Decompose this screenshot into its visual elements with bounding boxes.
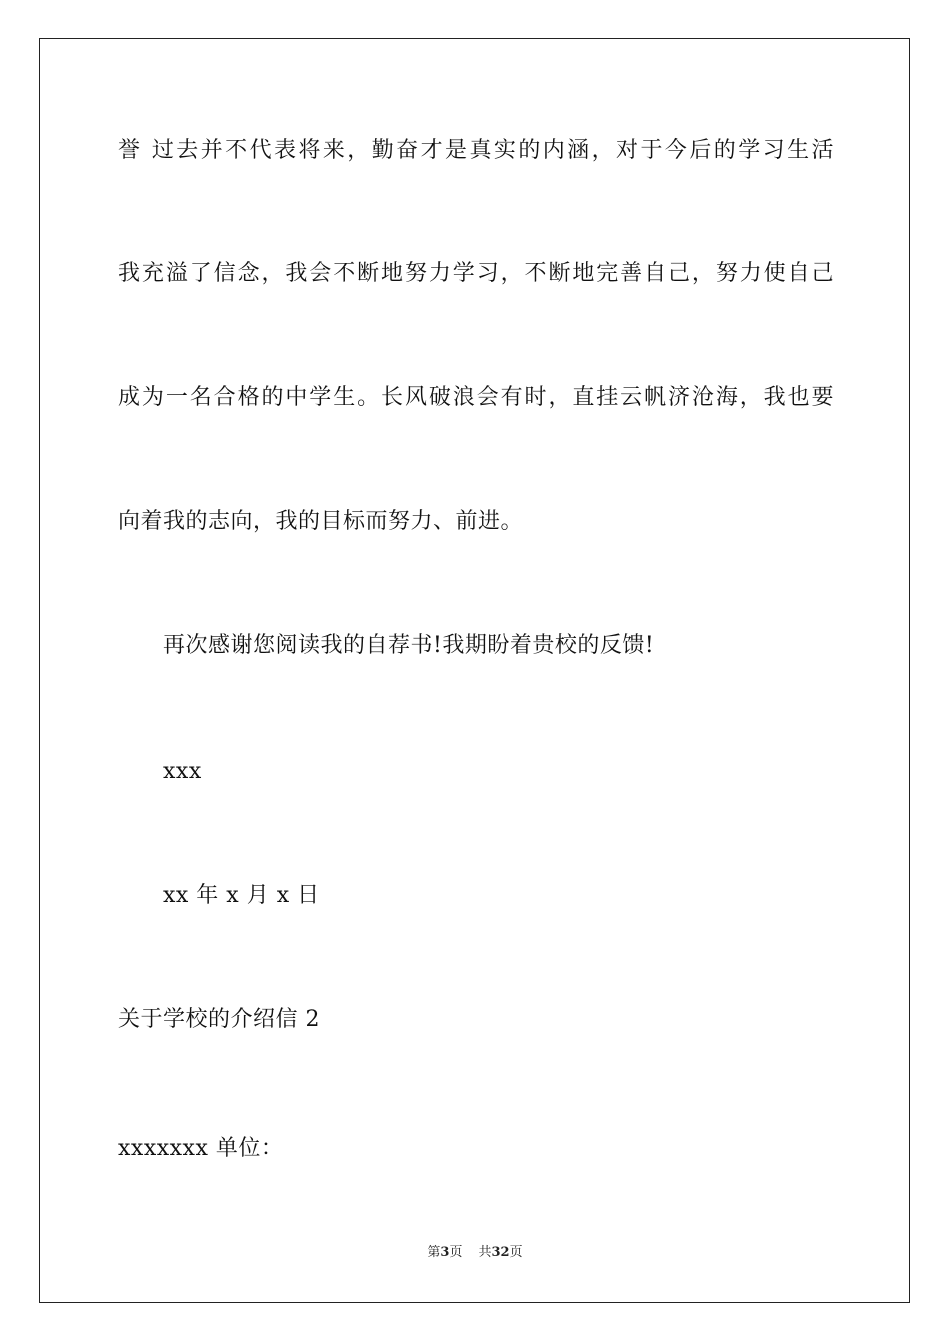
closing-line: 再次感谢您阅读我的自荐书!我期盼着贵校的反馈! (163, 633, 655, 658)
paragraph-line-4: 向着我的志向，我的目标而努力、前进。 (118, 509, 524, 534)
paragraph-line-2: 我充溢了信念，我会不断地努力学习，不断地完善自己，努力使自己 (118, 261, 834, 286)
page-footer (0, 1244, 950, 1262)
section-title: 关于学校的介绍信 2 (118, 1007, 320, 1032)
page-border (39, 38, 910, 1303)
paragraph-line-1: 誉 过去并不代表将来，勤奋才是真实的内涵，对于今后的学习生活 (118, 138, 834, 163)
page-suffix: 页 (449, 1245, 463, 1260)
signature: xxx (163, 759, 202, 784)
page-number: 3 (440, 1245, 450, 1260)
total-prefix: 共 (478, 1245, 492, 1260)
total-suffix: 页 (509, 1245, 523, 1260)
page-prefix: 第 (427, 1245, 441, 1260)
total-pages: 32 (491, 1245, 510, 1260)
date-line: xx 年 x 月 x 日 (163, 883, 320, 908)
paragraph-line-3: 成为一名合格的中学生。长风破浪会有时，直挂云帆济沧海，我也要 (118, 385, 834, 410)
salutation: xxxxxxx 单位： (118, 1136, 284, 1161)
